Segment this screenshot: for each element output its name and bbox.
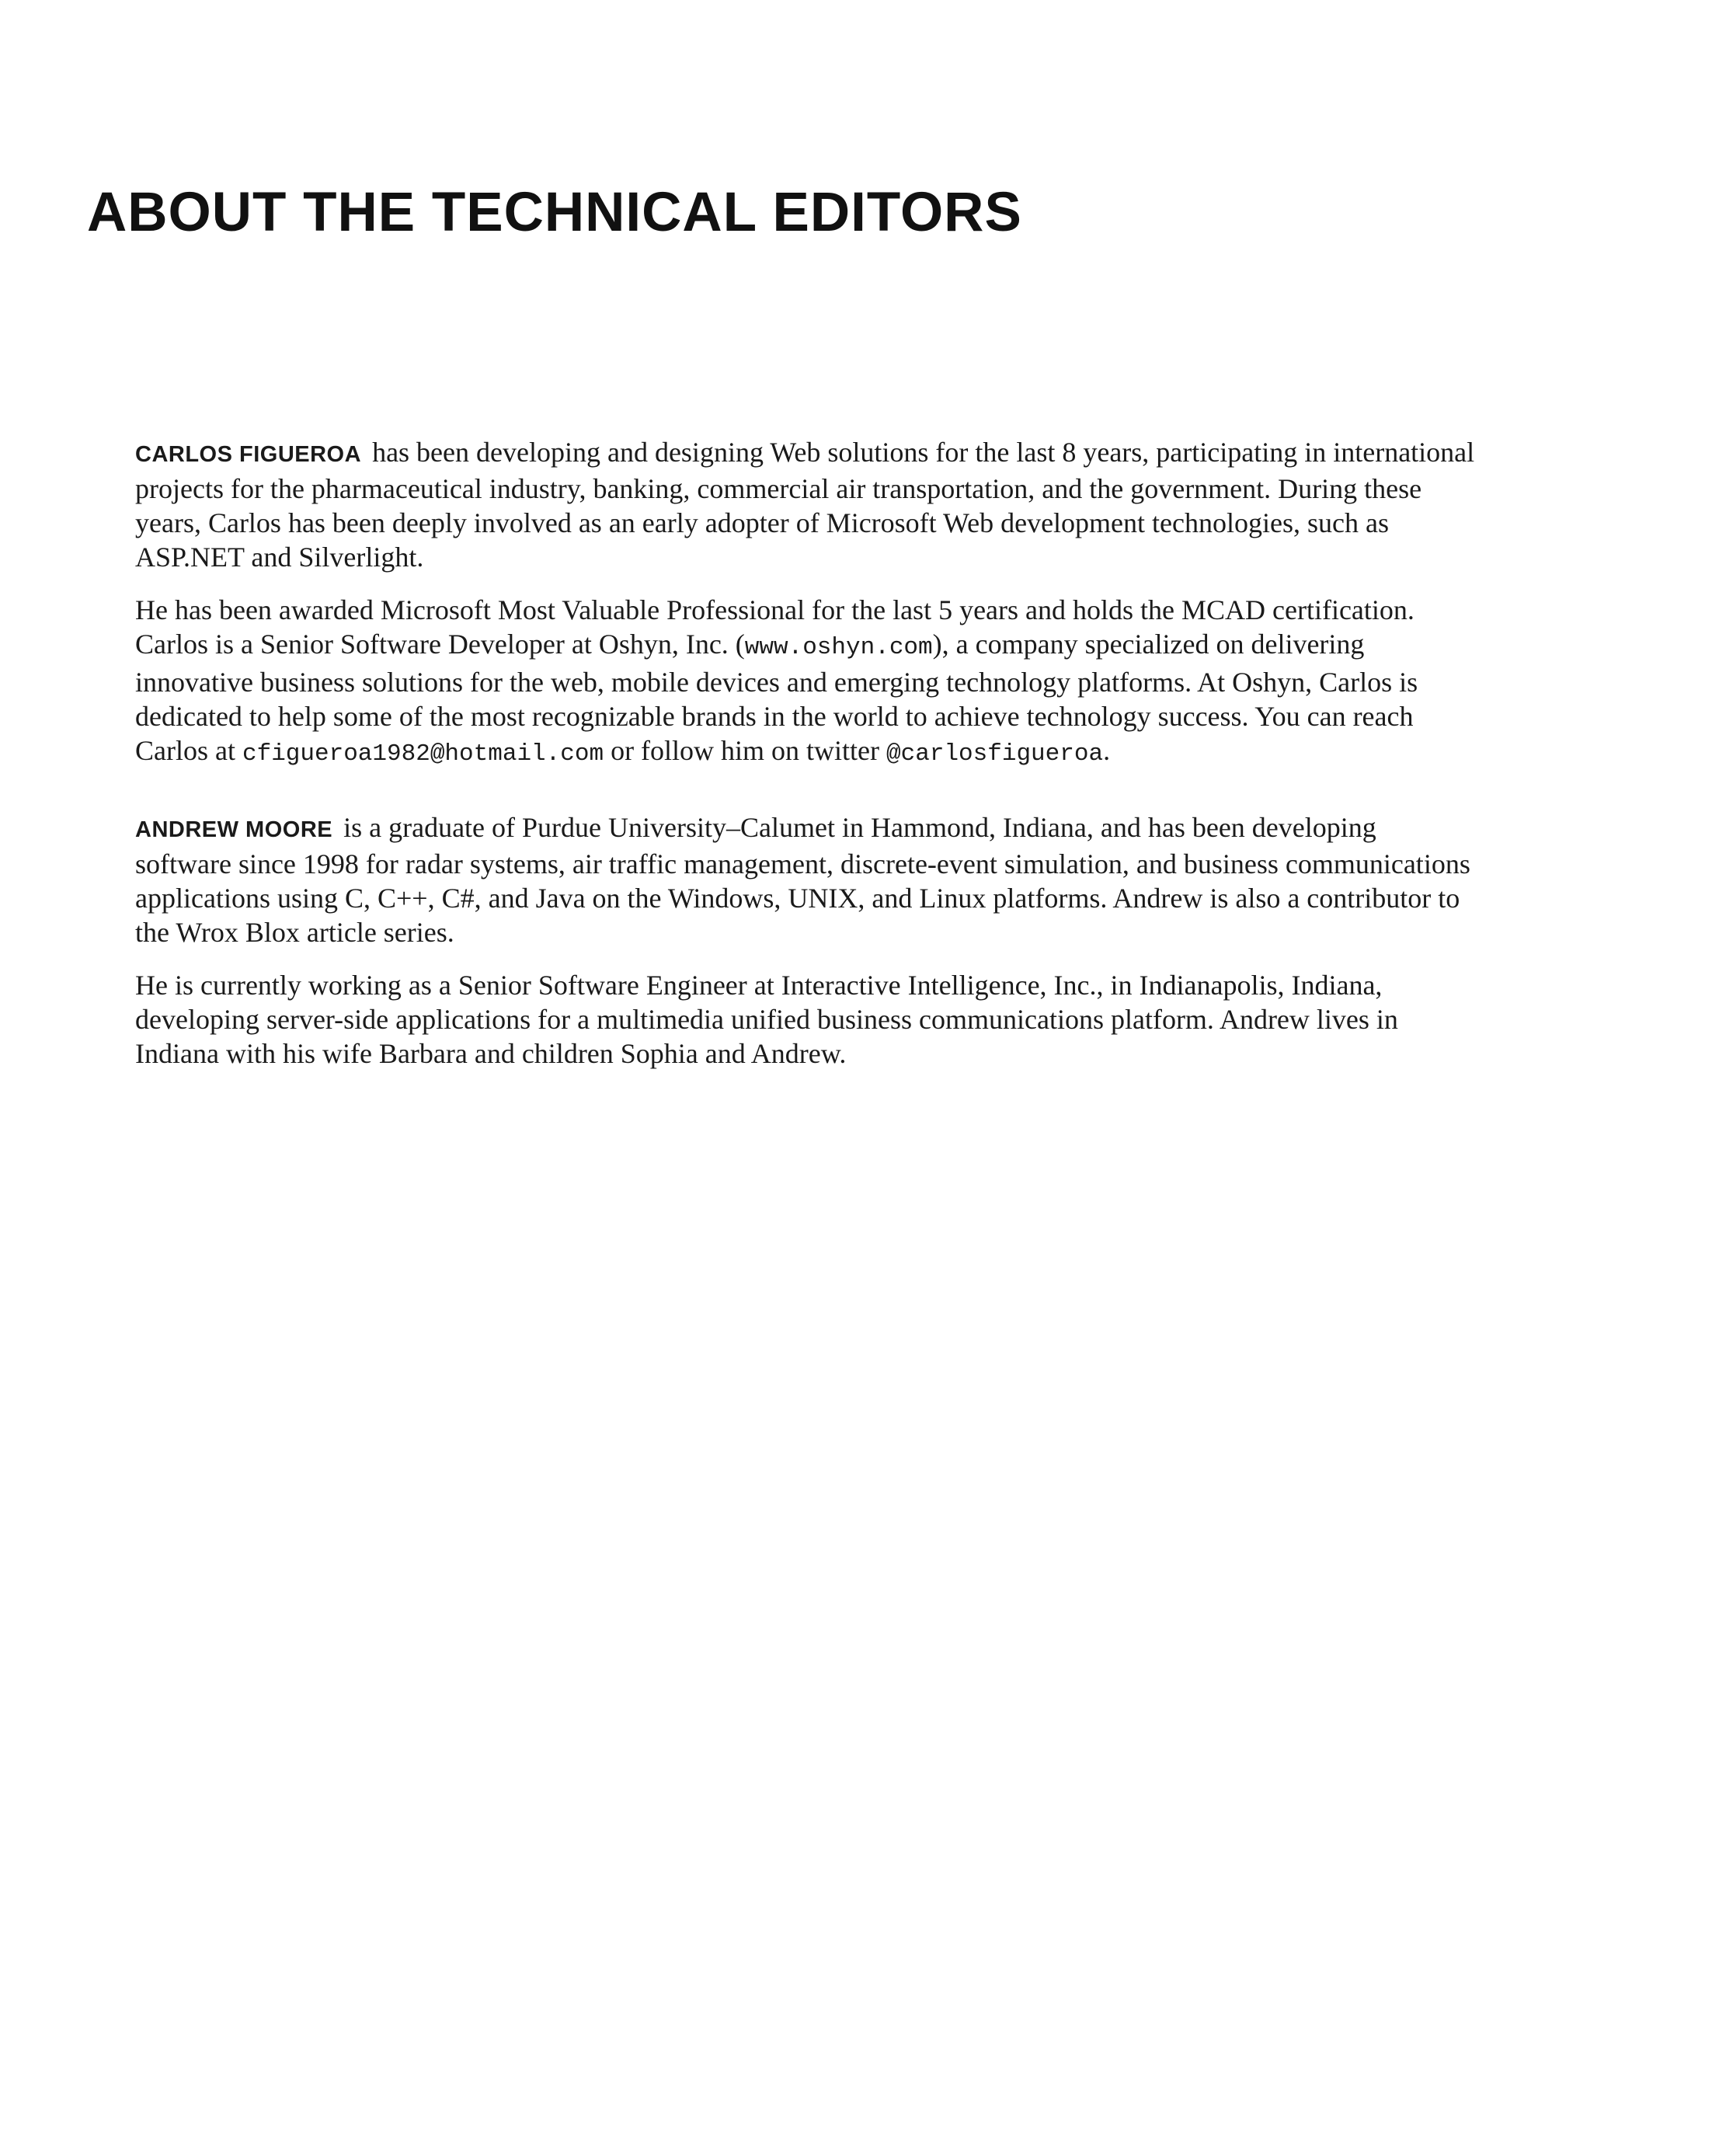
bio-paragraph [135, 810, 1479, 949]
bio-text: ), a company specialized on delivering innovative business solutions for the web, mobile devices and emerging technology platforms. At Oshyn, Carlos is dedicated to help some of the most recognizable brands in the world to achieve technology success. You can reach Carlos at [135, 629, 1418, 766]
editor-bio-andrew-moore [135, 810, 1479, 1071]
bio-text: He has been awarded Microsoft Most Valuable Professional for the last 5 years and holds the MCAD certification. Carlos is a Senior Software Developer at Oshyn, Inc. ( [135, 594, 1415, 660]
editor-bio-carlos-figueroa [135, 435, 1479, 771]
editor-name: ANDREW MOORE [135, 817, 333, 842]
bio-text: or follow him on twitter [611, 735, 880, 766]
bio-text: He is currently working as a Senior Software Engineer at Interactive Intelligence, Inc., in Indianapolis, Indiana, developing server-side applications for a multimedia unified business communications platform. Andrew lives in Indiana with his wife Barbara and children Sophia and Andrew. [135, 970, 1398, 1069]
bio-text: has been developing and designing Web solutions for the last 8 years, participating in international projects for the pharmaceutical industry, banking, commercial air transportation, and the government. During these years, Carlos has been deeply involved as an early adopter of Microsoft Web development technologies, such as ASP.NET and Silverlight. [135, 437, 1475, 573]
bio-paragraph [135, 435, 1479, 574]
twitter-handle[interactable]: @carlosfigueroa [886, 740, 1104, 768]
page-title: ABOUT THE TECHNICAL EDITORS [87, 182, 1022, 243]
bio-paragraph [135, 593, 1479, 771]
editor-name: CARLOS FIGUEROA [135, 442, 362, 467]
bio-text: . [1103, 735, 1111, 766]
bio-text: is a graduate of Purdue University–Calumet in Hammond, Indiana, and has been developing software since 1998 for radar systems, air traffic management, discrete-event simulation, and business communications applications using C, C++, C#, and Java on the Windows, UNIX, and Linux platforms. Andrew is also a contributor to the Wrox Blox article series. [135, 812, 1470, 948]
editors-content [135, 435, 1479, 1089]
email-link[interactable]: cfigueroa1982@hotmail.com [242, 740, 604, 768]
website-link[interactable]: www.oshyn.com [744, 634, 933, 661]
bio-paragraph [135, 968, 1479, 1071]
